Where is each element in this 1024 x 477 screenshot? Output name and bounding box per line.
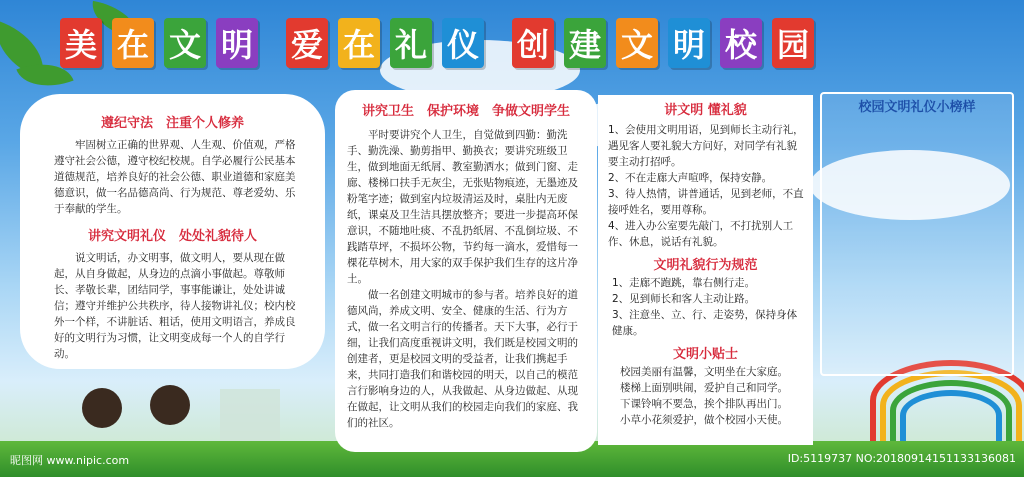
title-char: 在 [112, 18, 154, 68]
list-manners [608, 122, 807, 250]
watermark-right: ID:5119737 NO:20180914151133136081 [787, 452, 1016, 465]
list-item: 1、会使用文明用语，见到师长主动行礼，遇见客人要礼貌大方问好，对同学有礼貌要主动打招呼。 [608, 124, 804, 168]
title-char: 文 [164, 18, 206, 68]
girl-illustration [150, 385, 190, 425]
list-item: 2、见到师长和客人主动让路。 [612, 293, 756, 305]
title-char: 明 [668, 18, 710, 68]
list-item: 4、进入办公室要先敲门，不打扰别人工作、休息，说话有礼貌。 [608, 220, 794, 248]
list-item: 楼梯上面别哄闹，爱护自己和同学。 [620, 382, 788, 394]
title-char: 文 [616, 18, 658, 68]
heading-role-models: 校园文明礼仪小榜样 [858, 100, 976, 115]
title-char: 建 [564, 18, 606, 68]
panel-role-models [820, 92, 1014, 376]
rainbow [900, 390, 1002, 441]
list-behavior [612, 275, 807, 339]
list-item: 下课铃响不要急，挨个排队再出门。 [620, 398, 788, 410]
text-etiquette: 说文明话，办文明事，做文明人，要从现在做起，从自身做起，从身边的点滴小事做起。尊敬师长、孝敬长辈，团结同学，事事能谦让，处处讲诚信；遵守并维护公共秩序，待人接物讲礼仪；校内校外一个样，不讲脏话、粗话，使用文明语言，养成良好的文明行为习惯，让文明变成每一个人的自学行动。 [54, 252, 296, 360]
title-char: 美 [60, 18, 102, 68]
list-tips [620, 364, 807, 428]
boy-illustration [82, 388, 122, 428]
panel-manners [598, 95, 813, 445]
title-char: 明 [216, 18, 258, 68]
list-item: 小草小花须爱护，做个校园小天使。 [620, 414, 788, 426]
heading-etiquette: 讲究文明礼仪 处处礼貌待人 [87, 229, 257, 244]
heading-hygiene: 讲究卫生 保护环境 争做文明学生 [361, 104, 570, 119]
title-char: 园 [772, 18, 814, 68]
list-item: 2、不在走廊大声喧哗，保持安静。 [608, 172, 773, 184]
title-char: 仪 [442, 18, 484, 68]
title-char: 爱 [286, 18, 328, 68]
heading-discipline: 遵纪守法 注重个人修养 [100, 116, 244, 131]
list-item: 校园美丽有温馨，文明坐在大家庭。 [620, 366, 788, 378]
heading-manners: 讲文明 懂礼貌 [664, 103, 747, 118]
text-hygiene: 平时要讲究个人卫生，自觉做到四勤：勤洗手、勤洗澡、勤剪指甲、勤换衣；要讲究班级卫生，做到地面无纸屑、教室勤洒水；做到门窗、走廊、楼梯口扶手无灰尘，无张贴物痕迹，无墨迹及粉笔字迹；做到室内垃圾清运及时，桌肚内无废纸，课桌及卫生洁具摆放整齐；要进一步提高环保意识，不随地吐痰、不乱扔纸屑、不乱倒垃圾、不践踏草坪，不损坏公物，节约每一滴水，爱惜每一棵花草树木，用大家的双手保护我们生存的这片净土。 [347, 129, 578, 285]
panel-hygiene [335, 90, 597, 452]
panel-discipline [20, 94, 325, 369]
title-char: 创 [512, 18, 554, 68]
text-discipline: 牢固树立正确的世界观、人生观、价值观，严格遵守社会公德，遵守校纪校规。自学必履行公民基本道德规范，培养良好的社会公德、职业道德和家庭美德意识，做一名品德高尚、行为规范、尊老爱幼、乐于奉献的学生。 [54, 139, 296, 215]
title-char: 在 [338, 18, 380, 68]
list-item: 3、待人热情，讲普通话，见到老师，不直接呼姓名，要用尊称。 [608, 188, 804, 216]
title-char: 校 [720, 18, 762, 68]
building-silhouette [220, 389, 280, 449]
heading-tips: 文明小贴士 [672, 347, 738, 362]
main-title [60, 18, 960, 76]
text-city: 做一名创建文明城市的参与者。培养良好的道德风尚，养成文明、安全、健康的生活、行为方式，做一名文明言行的传播者。天下大事，必行于细，让我们高度重视讲文明，我们既是校园文明的创建者，更是校园文明的受益者，让我们携起手来，共同打造我们和谐校园的明天，以自己的模范言行影响身边的人，从我做起、从身边做起、从现在做起，让文明从我们的校园走向我们的家庭、我们的社区。 [347, 289, 578, 429]
list-item: 1、走廊不跑跳，靠右侧行走。 [612, 277, 756, 289]
watermark-left: 昵图网 www.nipic.com [10, 454, 130, 467]
list-item: 3、注意坐、立、行、走姿势，保持身体健康。 [612, 309, 798, 337]
heading-behavior: 文明礼貌行为规范 [653, 258, 758, 273]
title-char: 礼 [390, 18, 432, 68]
